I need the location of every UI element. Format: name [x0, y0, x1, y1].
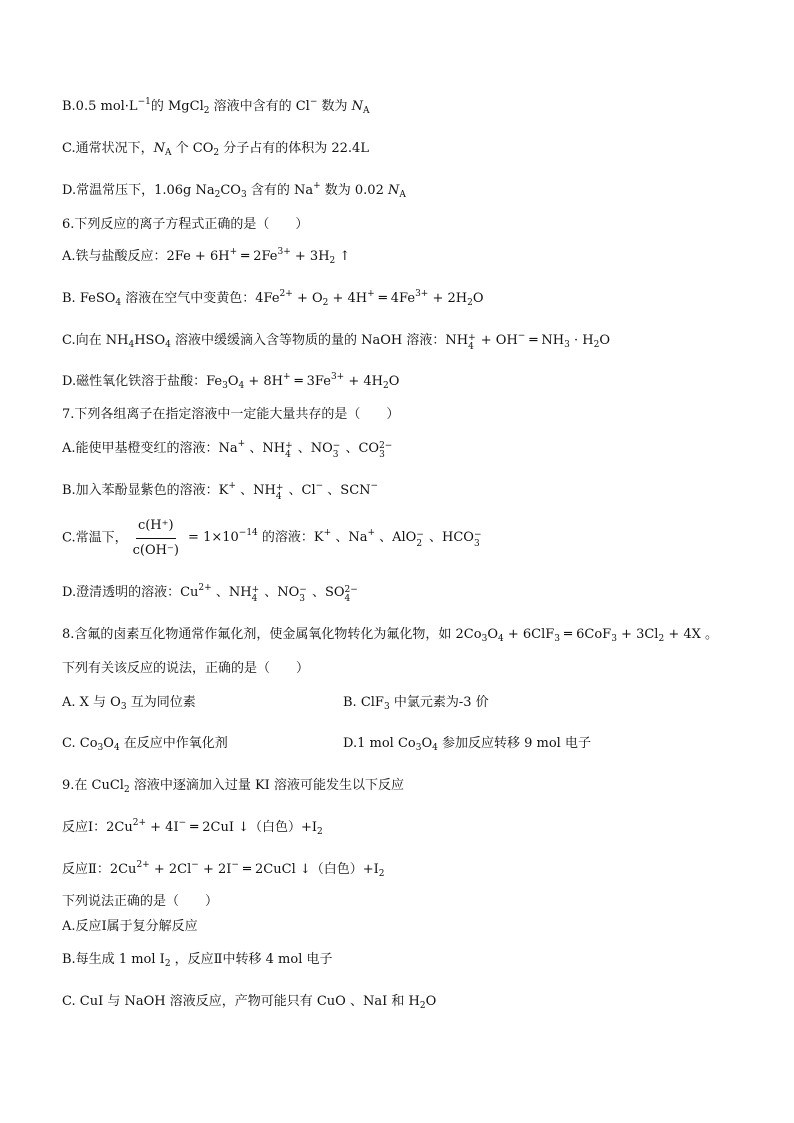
option-7d: D.澄清透明的溶液：$Cu^{2+}$ 、NH + 4 、NO − 3 、SO 2− 4 [62, 583, 358, 604]
concentration-ratio: $\frac{c(H^+)}{c(OH^-)}$ [132, 518, 179, 558]
option-8d: D.1 mol $Co_3O_4$ 参加反应转移 9 mol 电子 [343, 736, 591, 753]
option-6c: C.向在 $NH_4HSO_4$ 溶液中缓缓滴入含等物质的量的 NaOH 溶液：NH + 4 + OH− ═ $NH_3 \cdot H_2O$ [62, 331, 611, 352]
question-9: 9.在 CuCl$_2$ 溶液中逐滴加入过量 KI 溶液可能发生以下反应 [62, 778, 404, 795]
reaction-2: 反应Ⅱ：$2Cu^{2+} + 2Cl^- + 2I^-$ ═ 2CuCl ↓（白色）$+I_2$ [62, 860, 385, 879]
option-5c: C.通常状况下，$N_A$ 个 $CO_2$ 分子占有的体积为 22.4L [62, 141, 369, 158]
question-8: 8.含氟的卤素互化物通常作氟化剂，使金属氧化物转化为氟化物，如 $2Co_3O_4 + 6ClF_3$ ═ $6CoF_3 + 3Cl_2 + 4X$ 。 [62, 627, 719, 644]
question-8-prompt: 下列有关该反应的说法，正确的是（ ） [62, 661, 310, 676]
option-7b: B.加入苯酚显紫色的溶液：K+ 、NH + 4 、Cl− 、SCN− [62, 481, 379, 502]
question-7: 7.下列各组离子在指定溶液中一定能大量共存的是（ ） [62, 407, 400, 422]
option-7c: C.常温下， $\frac{c(H^+)}{c(OH^-)}$ = $1\times 10^{-14}$ 的溶液：K+ 、Na+ 、AlO − 2 、HCO − 3 [62, 516, 483, 561]
question-9-prompt: 下列说法正确的是（ ） [62, 894, 219, 909]
option-9a: A.反应Ⅰ属于复分解反应 [62, 919, 198, 934]
option-6d: D.磁性氧化铁溶于盐酸：$Fe_3O_4 + 8H^+$ ═ $3Fe^{3+} + 4H_2O$ [62, 372, 400, 391]
option-5d: D.常温常压下，1.06g $Na_2CO_3$ 含有的 Na+ 数为 0.02 $N_A$ [62, 181, 406, 200]
question-6: 6.下列反应的离子方程式正确的是（ ） [62, 217, 309, 232]
option-9b: B.每生成 1 mol $I_2$ ，反应Ⅱ中转移 4 mol 电子 [62, 952, 333, 969]
option-7a: A.能使甲基橙变红的溶液：Na+ 、NH + 4 、NO − 3 、CO 2− 3 [62, 439, 393, 460]
option-8c: C. $Co_3O_4$ 在反应中作氧化剂 [62, 736, 228, 753]
option-9c: C. CuI 与 NaOH 溶液反应，产物可能只有 CuO 、NaI 和 $H_2O$ [62, 994, 437, 1011]
option-6b: B. FeSO$_4$ 溶液在空气中变黄色：$4Fe^{2+} + O_2 + 4H^+$ ═ $4Fe^{3+} + 2H_2O$ [62, 289, 484, 308]
option-8a: A. X 与 $O_3$ 互为同位素 [62, 695, 196, 712]
option-5b: B.0.5 $mol\cdot L^{-1}$的 MgCl$_2$ 溶液中含有的 Cl− 数为 $N_A$ [62, 97, 370, 116]
reaction-1: 反应Ⅰ：$2Cu^{2+} + 4I^-$ ═ 2CuI ↓（白色）$+I_2$ [62, 818, 323, 837]
option-8b: B. ClF$_3$ 中氯元素为-3 价 [343, 695, 489, 712]
option-6a: A.铁与盐酸反应：2Fe + 6H+ ═ $2Fe^{3+} + 3H_2$ ↑ [62, 247, 351, 266]
